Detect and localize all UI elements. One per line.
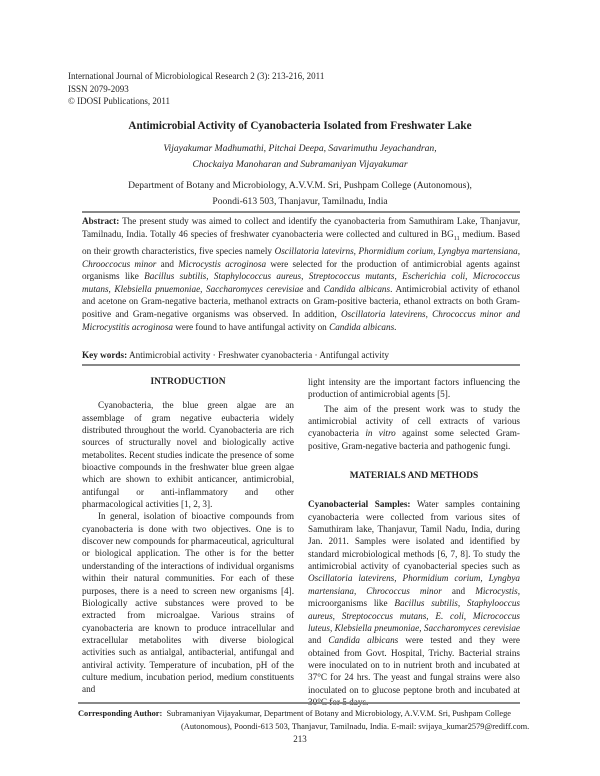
text-segment: and bbox=[308, 635, 329, 646]
italic-text: in vitro bbox=[365, 428, 396, 439]
issn: ISSN 2079-2093 bbox=[68, 83, 129, 94]
text-segment: light intensity are the important factors influencing the production of antimicrobial agents [5]. bbox=[308, 377, 520, 400]
paragraph bbox=[308, 498, 520, 708]
authors bbox=[0, 141, 600, 172]
italic-text: Oscillatoria latevirns, Phormidium corium, Lyngbya martensiana, Chrooccocus minor bbox=[82, 246, 520, 269]
affiliation-line: Department of Botany and Microbiology, A.V.V.M. Sri, Pushpam College (Autonomous), bbox=[128, 180, 472, 191]
affiliation bbox=[0, 178, 600, 209]
divider bbox=[78, 702, 520, 704]
text-segment: against some selected Gram-positive, Gram-negative bacteria and pathogenic fungi. bbox=[308, 428, 520, 451]
page-number: 213 bbox=[293, 734, 307, 744]
paragraph bbox=[308, 403, 520, 452]
corresponding-author-line: Subramaniyan Vijayakumar, Department of Botany and Microbiology, A.V.V.M. Sri, Pushpam College bbox=[166, 709, 512, 718]
italic-text: Oscillatoria latevirens, Chrococcus minor and Microcystitis acroginosa bbox=[82, 308, 521, 332]
text-segment: were found to have antifungal activity on bbox=[172, 321, 330, 332]
italic-text: Bacillus subtilis, Staphylococcus aureus, Streptococcus mutants, Escherichia coli, Micrococcus mutans, Klebsiella pnuemoniae, Saccharomyces cerevisiae bbox=[82, 271, 520, 294]
text-segment: were selected for the production of antimicrobial agents against organisms like bbox=[82, 258, 521, 282]
text-segment: and bbox=[441, 585, 476, 596]
keywords bbox=[82, 350, 389, 360]
paragraph bbox=[308, 376, 520, 401]
copyright: © IDOSI Publications, 2011 bbox=[68, 96, 171, 106]
text-segment: . bbox=[394, 321, 397, 332]
italic-text: Candida albicans bbox=[328, 635, 399, 646]
text-segment: Cyanobacteria, the blue green algae are an assemblage of gram negative eubacteria widely distributed throughout the world. Cyanobacteria are rich sources of structurally novel and biologically active metabolites. Recent studies indicate the presence of some bioactive compounds in the freshwater blue green algae which are shown to exhibit anticancer, antimicrobial, antifungal or anti-inflammatory and other pharmacological activities [1, 2, 3]. bbox=[82, 400, 294, 510]
keyword: Freshwater cyanobacteria bbox=[218, 350, 313, 360]
text-segment: were tested and they were obtained from Govt. Hospital, Trichy. Bacterial strains were inoculated on to in nutrient broth and incubated at 37°C for 24 hrs. The yeast and fungal strains were also inoculated on to glucose peptone broth and incubated at bbox=[308, 635, 520, 695]
text-segment: The aim of the present work was to study the antimicrobial activity of cell extracts of various cyanobacteria bbox=[308, 403, 520, 439]
corresponding-author-line: (Autonomous), Poondi-613 503, Thanjavur, Tamilnadu, India. E-mail: svijaya_kumar2579@rediff.com. bbox=[181, 722, 530, 731]
right-column bbox=[308, 376, 520, 708]
abstract-label: Abstract: bbox=[82, 216, 120, 226]
abstract-text bbox=[82, 216, 520, 332]
italic-text: Microcystis, bbox=[475, 585, 521, 596]
paragraph bbox=[82, 510, 294, 695]
divider bbox=[82, 364, 520, 366]
text-segment: The present study was aimed to collect and identify the cyanobacteria from Samuthiram Lake, Thanjavur, Tamilnadu, India. Totally 46 species of freshwater cyanobacteria were collected and cultured in BG bbox=[82, 216, 520, 239]
text-segment: and bbox=[303, 283, 324, 294]
italic-text: Bacillus subtilis, Staphylooccus aureus, Streptococcus mutans, E. coli, Micrococcus luteus, Klebsiella pneumoniae, Saccharomyces cerevisiae bbox=[308, 598, 520, 633]
keywords-label: Key words: bbox=[82, 350, 128, 360]
text-segment: microorganisms like bbox=[308, 598, 395, 609]
italic-text: Microcystis acroginosa bbox=[178, 258, 267, 269]
italic-text: Oscillatoria latevirens, Phormidium corium, Lyngbya martensiana, Chrococcus minor bbox=[308, 573, 520, 596]
italic-text: Candida albicans bbox=[329, 321, 395, 332]
paper-title: Antimicrobial Activity of Cyanobacteria Isolated from Freshwater Lake bbox=[128, 120, 472, 132]
subsection-heading: Cyanobacterial Samples: bbox=[308, 499, 411, 510]
authors-line: Chockaiya Manoharan and Subramaniyan Vijayakumar bbox=[192, 158, 408, 170]
keyword-separator: · bbox=[212, 350, 216, 360]
section-heading-introduction: INTRODUCTION bbox=[150, 377, 226, 387]
section-heading-methods: MATERIALS AND METHODS bbox=[349, 471, 479, 482]
abstract bbox=[82, 215, 520, 333]
text-segment: Water samples containing cyanobacteria were collected from various sites of Samuthiram lake, Thanjavur, Tamil Nadu, India, during Jan. 2011. Samples were isolated and identified by standard microbiological methods [6, 7, 8]. To study the antimicrobial activity of cyanobacterial species such as bbox=[308, 499, 520, 572]
paragraph bbox=[82, 399, 294, 510]
text-segment: In general, isolation of bioactive compounds from cyanobacteria is done with two objectives. One is to discover new compounds for pharmaceutical, agricultural or biological application. The other is for the better understanding of the interactions of individual organisms within their natural communities. For each of these purposes, there is a need to screen new organisms [4]. Biologically active substances were proved to be extracted from microalgae. Various strains of cyanobacteria are known to produce intracellular and extracellular metabolites with diverse biological activities such as antialgal, antibacterial, antifungal and antiviral activity. Temperature of incubation, pH of the culture medium, incubation period, medium constituents and bbox=[82, 511, 294, 695]
italic-text: Candida albicans bbox=[323, 283, 391, 294]
corresponding-author bbox=[78, 707, 538, 733]
divider bbox=[82, 211, 520, 213]
text-segment: and bbox=[156, 258, 179, 269]
keyword: Antimicrobial activity bbox=[128, 350, 211, 360]
journal-citation: International Journal of Microbiological Research 2 (3): 213-216, 2011 bbox=[68, 71, 325, 81]
left-column bbox=[82, 376, 294, 696]
keyword: Antifungal activity bbox=[319, 350, 389, 360]
text-segment: . Antimicrobial activity of ethanol and acetone on Gram-negative bacteria, methanol extracts on Gram-positive bacteria, ethanol extracts on both Gram-positive and Gram-negative organisms was observed. In addition, bbox=[82, 283, 520, 319]
journal-header bbox=[68, 70, 324, 108]
corresponding-author-label: Corresponding Author: bbox=[78, 709, 163, 718]
authors-line: Vijayakumar Madhumathi, Pitchai Deepa, Savarimuthu Jeyachandran, bbox=[163, 143, 437, 154]
text-segment: medium. Based on their growth characteristics, five species namely bbox=[82, 228, 520, 257]
affiliation-line: Poondi-613 503, Thanjavur, Tamilnadu, India bbox=[212, 195, 388, 207]
keyword-separator: · bbox=[314, 350, 318, 360]
text-segment: 11 bbox=[453, 235, 460, 242]
paragraph-text bbox=[308, 499, 520, 707]
